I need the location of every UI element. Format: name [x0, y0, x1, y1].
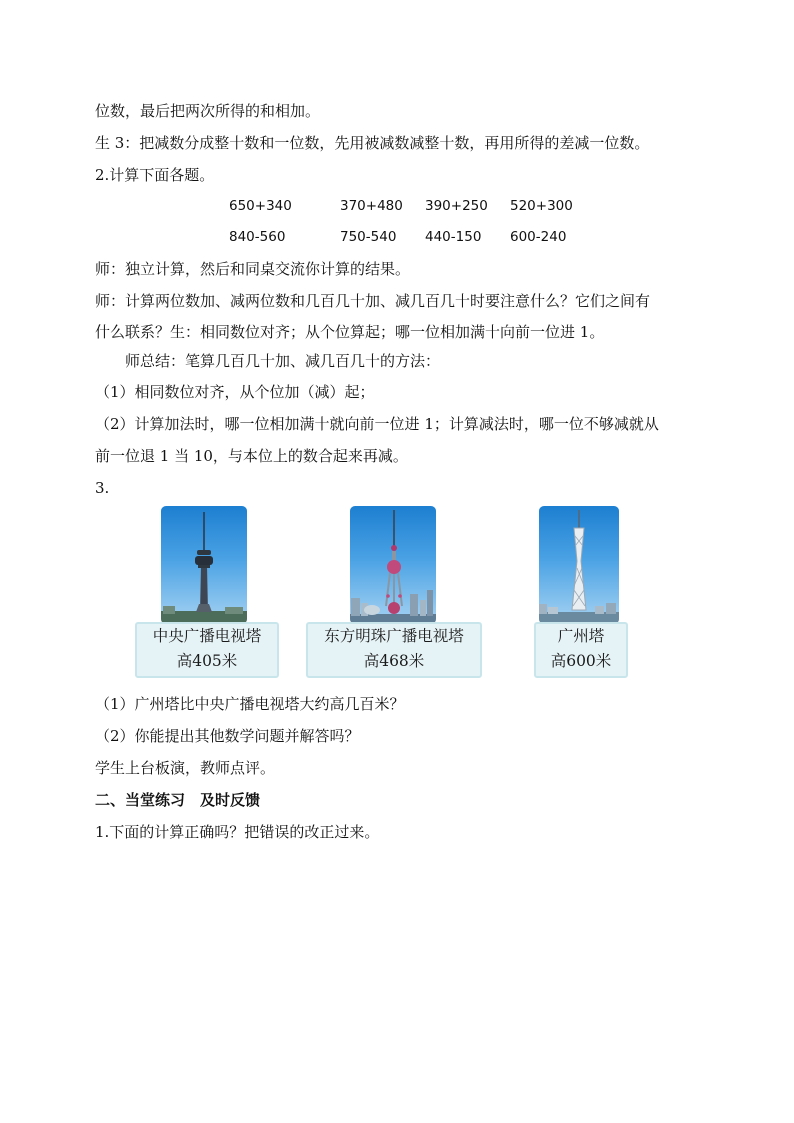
calc-item: 370+480	[340, 198, 403, 214]
tower-name: 中央广播电视塔	[152, 627, 262, 645]
calc-item: 650+340	[229, 198, 292, 214]
text-line: 师总结：笔算几百几十加、减几百几十的方法：	[125, 352, 441, 370]
exercise-heading: 2.计算下面各题。	[95, 166, 215, 184]
calc-item: 600-240	[510, 229, 567, 245]
tower-name: 东方明珠广播电视塔	[324, 627, 464, 645]
text-line: 什么联系？生：相同数位对齐；从个位算起；哪一位相加满十向前一位进 1。	[95, 323, 605, 341]
tower-height: 高468米	[363, 652, 425, 670]
text-line: 师：计算两位数加、减两位数和几百几十加、减几百几十时要注意什么？它们之间有	[95, 292, 651, 310]
text-line: 前一位退 1 当 10，与本位上的数合起来再减。	[95, 447, 408, 465]
oriental-pearl-tower-image	[350, 506, 436, 624]
text-line: 生 3：把减数分成整十数和一位数，先用被减数减整十数，再用所得的差减一位数。	[95, 134, 650, 152]
cctv-tower-image	[161, 506, 247, 624]
section-heading: 二、当堂练习 及时反馈	[95, 791, 261, 809]
tower-caption	[534, 622, 628, 678]
canton-tower-image	[539, 506, 619, 624]
question-line: （1）广州塔比中央广播电视塔大约高几百米？	[95, 695, 405, 713]
tower-name: 广州塔	[557, 627, 605, 645]
tower-height: 高600米	[550, 652, 612, 670]
text-line: （1）相同数位对齐，从个位加（减）起；	[95, 383, 375, 401]
calc-item: 440-150	[425, 229, 482, 245]
tower-caption	[306, 622, 482, 678]
calc-item: 520+300	[510, 198, 573, 214]
calc-item: 750-540	[340, 229, 397, 245]
text-line: 位数，最后把两次所得的和相加。	[95, 102, 321, 120]
calc-item: 840-560	[229, 229, 286, 245]
calc-item: 390+250	[425, 198, 488, 214]
exercise-number: 3.	[95, 479, 110, 497]
text-line: 师：独立计算，然后和同桌交流你计算的结果。	[95, 260, 411, 278]
text-line: 学生上台板演，教师点评。	[95, 759, 276, 777]
text-line: 1.下面的计算正确吗？把错误的改正过来。	[95, 823, 380, 841]
text-line: （2）计算加法时，哪一位相加满十就向前一位进 1；计算减法时，哪一位不够减就从	[95, 415, 659, 433]
tower-height: 高405米	[176, 652, 238, 670]
question-line: （2）你能提出其他数学问题并解答吗？	[95, 727, 360, 745]
tower-caption	[135, 622, 279, 678]
